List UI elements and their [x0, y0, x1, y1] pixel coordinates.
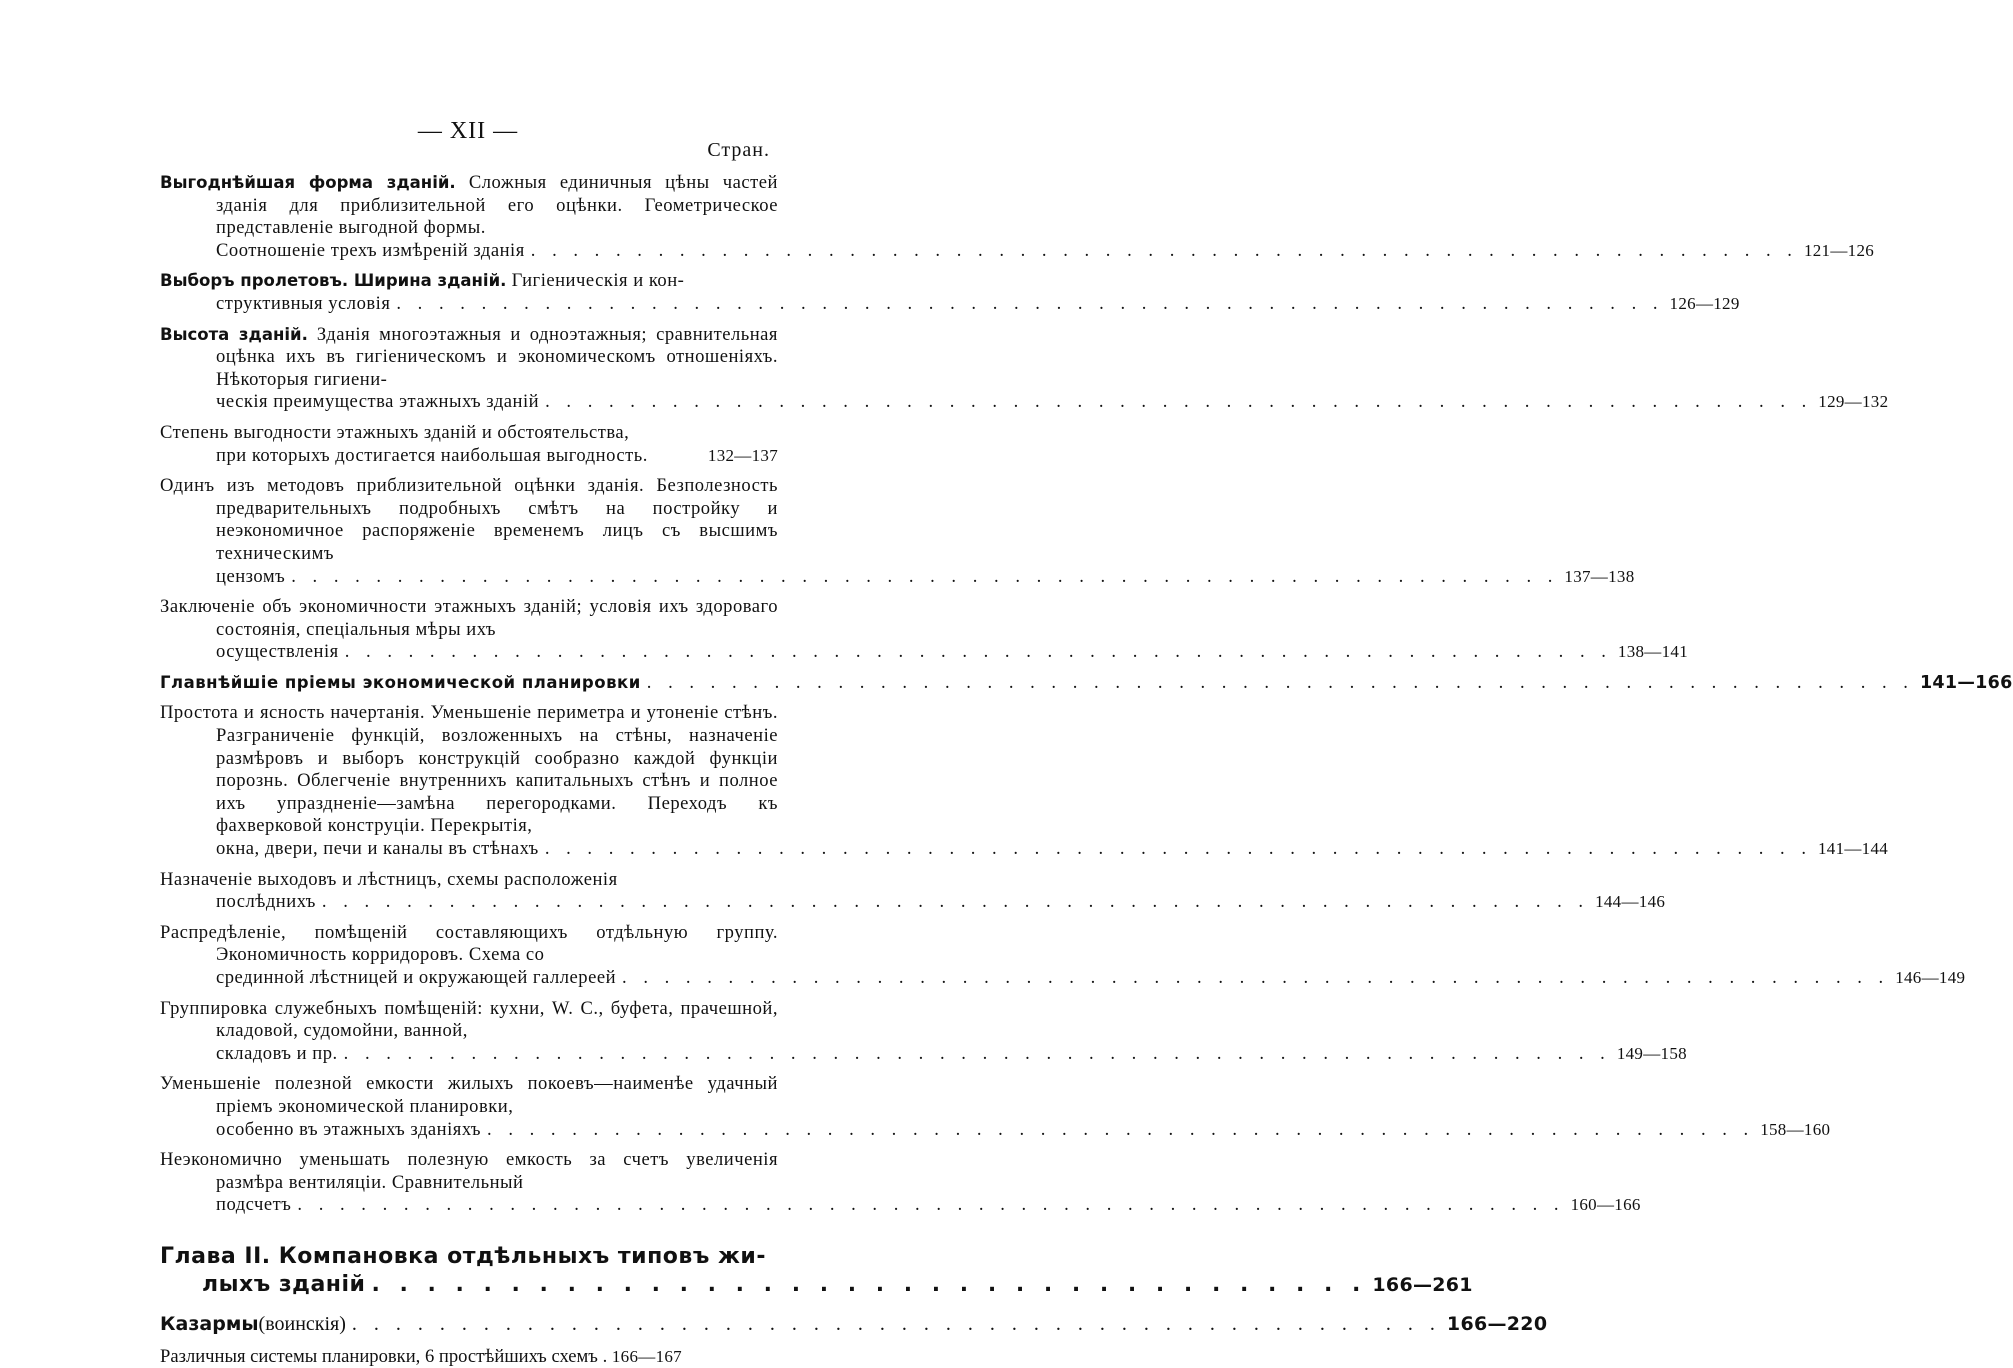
entry-text: Заключеніе объ экономичности этажныхъ зданій; условія ихъ здороваго состоянія, спеціальныя мѣры ихъ	[160, 596, 778, 640]
entry-body	[160, 324, 778, 392]
entry-last-line	[160, 565, 1635, 589]
entry-last-line	[160, 292, 1740, 316]
entry-last-text: структивныя условія	[216, 292, 391, 314]
section-pages: 166—220	[1446, 1312, 1548, 1335]
toc-entry	[160, 921, 1966, 990]
toc-entry	[160, 868, 1666, 914]
entry-pages: 149—158	[1616, 1043, 1687, 1063]
entry-last-line	[160, 1118, 1831, 1142]
entry-last-text: осуществленія	[216, 641, 339, 663]
entry-last-text: Соотношеніе трехъ измѣреній зданія	[216, 239, 525, 261]
toc-entry	[160, 997, 1687, 1066]
leader-dots: . . . . . . . . . . . . . . . . . . . . . . . . . . . . . . . . . . . . . . . . . . . . . . . . . . . . . . . . . . . .	[291, 565, 1559, 587]
section-note: (воинскія)	[258, 1312, 346, 1335]
entry-body	[160, 702, 778, 838]
toc-entries	[160, 172, 2013, 1217]
entry-text: Зданія многоэтажныя и одноэтажныя; сравнительная оцѣнка ихъ въ гигіеническомъ и экономическомъ отношеніяхъ. Нѣкоторыя гигиени-	[216, 323, 778, 390]
entry-text: Различныя системы планировки, 6 простѣйшихъ схемъ	[160, 1345, 598, 1367]
entry-text: Одинъ изъ методовъ приблизительной оцѣнки зданія. Безполезность предварительныхъ подробныхъ смѣтъ на постройку и неэкономичное распоряженіе временемъ лицъ съ высшимъ техническимъ	[160, 475, 778, 564]
entry-pages: 144—146	[1595, 892, 1666, 912]
column-header: Стран.	[707, 139, 770, 161]
entry-pages: 132—137	[707, 445, 778, 465]
entry-last-text: окна, двери, печи и каналы въ стѣнахъ	[216, 838, 539, 860]
chapter-heading	[160, 1243, 1473, 1299]
entry-last-text: цензомъ	[216, 565, 286, 587]
entry-pages: 166—167	[611, 1346, 682, 1366]
section-title: Казармы	[160, 1312, 259, 1335]
entry-text: Распредѣленіе, помѣщеній составляющихъ отдѣльную группу. Экономичность корридоровъ. Схема со	[160, 921, 778, 966]
leader-dots: . . . . . . . . . . . . . . . . . . . . . . . . . . . . . . . . . . . . . . . . . . . . . . . . . . . . . . . . . . . .	[344, 641, 1612, 663]
entry-last-line	[160, 891, 1666, 914]
entry-last-line	[160, 239, 1875, 263]
leader-dots: . . . . . . . . . . . . . . . . . . . . . . . . . . . . . . . . . . . . . . . . . . . . . . . . . . . . . . . . . . . .	[544, 838, 1812, 860]
entry-text: Гигіеническія и кон-	[506, 270, 685, 292]
entry-text: Сложныя единичныя цѣны частей зданія для приблизительной его оцѣнки. Геометрическое представленіе выгодной формы.	[216, 172, 778, 239]
chapter-title-line2	[160, 1271, 1473, 1299]
entry-pages: 146—149	[1895, 968, 1966, 987]
chapter-pages: 166—261	[1372, 1273, 1473, 1296]
entry-last-text: срединной лѣстницей и окружающей галлереей	[216, 967, 617, 988]
leader-dots: . . . . . . . . . . . . . . . . . . . . . . . . . . . . . . . . . . . . . . . . . . . . . . . . . . . . . . . . . . . .	[622, 967, 1890, 988]
entry-last-line	[160, 445, 778, 468]
entry-pages: 158—160	[1760, 1119, 1831, 1139]
entry-heading: Высота зданій.	[160, 324, 308, 344]
toc-entry	[160, 422, 778, 467]
entry-text: Простота и ясность начертанія. Уменьшеніе периметра и утоненіе стѣнъ. Разграниченіе функцій, возложенныхъ на стѣны, назначеніе размѣровъ и выборъ конструкцій сообразно каждой функціи порознь. Облегченіе внутреннихъ капитальныхъ стѣнъ и полное ихъ упраздненіе—замѣна перегородками. Переходъ къ фахверковой конструціи. Перекрытія,	[160, 702, 778, 837]
entry-body	[160, 270, 778, 293]
entry-body	[160, 172, 778, 240]
entry-last-line	[160, 641, 1688, 664]
entry-last-text: подсчетъ	[216, 1194, 292, 1216]
toc-entry	[160, 1149, 1641, 1217]
entry-last-line	[160, 1042, 1687, 1066]
entry-body	[160, 922, 778, 967]
entry-body	[160, 1073, 778, 1118]
leader-dots: . . . . . . . . . . . . . . . . . . . . . . . . . . . . . . . . . . . . . . . . . . . . . . . . . . . . . . . . . . . .	[297, 1194, 1565, 1216]
entry-pages: 129—132	[1818, 392, 1889, 412]
leader-dots: . . . . . . . . . . . . . . . . . . . . . . . . . . . . . . . . . . . . . . . . . . . . . . . . . . . . . . . . . . . .	[343, 1042, 1611, 1064]
entry-last-text: ческія преимущества этажныхъ зданій	[216, 391, 540, 413]
toc-entry	[160, 172, 1875, 262]
entry-last-line	[160, 671, 2013, 695]
toc-entry	[160, 270, 1740, 315]
entry-body	[160, 1149, 778, 1194]
leader-dots: . . . . . . . . . . . . . . . . . . . . . . . . . . . . . . . . . . . . . . . . . . . . . . . . . . . . . . . . . . . .	[321, 891, 1590, 913]
toc-entry	[160, 475, 1635, 588]
page-number: — XII —	[417, 118, 519, 144]
entry-pages: 126—129	[1669, 293, 1740, 313]
entry-last-text: Главнѣйшіе пріемы экономической планировки	[160, 672, 641, 692]
entry-last-text: послѣднихъ	[216, 891, 316, 913]
entry-last-line	[160, 391, 1889, 414]
toc-entry	[160, 671, 2013, 695]
entry-pages: 137—138	[1564, 566, 1635, 586]
toc-entry	[160, 323, 1889, 414]
entry-text: Степень выгодности этажныхъ зданій и обстоятельства,	[160, 421, 630, 443]
entry-text: Неэкономично уменьшать полезную емкость за счетъ увеличенія размѣра вентиляціи. Сравнительный	[160, 1149, 778, 1193]
entry-pages: 138—141	[1617, 642, 1688, 662]
entry-body	[160, 475, 778, 565]
entry-last-text: особенно въ этажныхъ зданіяхъ	[216, 1118, 482, 1140]
entry-text: Назначеніе выходовъ и лѣстницъ, схемы расположенія	[160, 868, 618, 890]
entry-last-line	[160, 967, 1966, 990]
entry-dot: .	[597, 1345, 612, 1367]
entry-body	[160, 422, 778, 445]
entry-text: Уменьшеніе полезной емкости жилыхъ покоевъ—наименѣе удачный пріемъ экономической планировки,	[160, 1073, 778, 1117]
entry-heading: Выборъ пролетовъ. Ширина зданій.	[160, 271, 507, 291]
entry-pages: 141—144	[1817, 839, 1889, 859]
chapter-title-line1: Глава II. Компановка отдѣльныхъ типовъ жи-	[160, 1243, 766, 1269]
leader-dots: . . . . . . . . . . . . . . . . . . . . . . . . . . . . . . . . . . . . . . . . . . . . . . . . . . . . . . . . . . . .	[487, 1118, 1755, 1140]
toc-entry-final	[160, 1346, 778, 1368]
entry-last-line	[160, 1194, 1641, 1217]
chapter-title-text: лыхъ зданій	[202, 1271, 366, 1297]
entry-pages: 121—126	[1803, 240, 1875, 260]
entry-body	[160, 869, 778, 892]
entry-pages: 141—166	[1919, 672, 2013, 693]
toc-entry	[160, 596, 1688, 664]
leader-dots: . . . . . . . . . . . . . . . . . . . . . . . . . . . . . . . . . . . . . . . . . . . . . . . . . .	[351, 1312, 1441, 1335]
entry-last-text: складовъ и пр.	[216, 1042, 338, 1064]
entry-body	[160, 596, 778, 641]
leader-dots: . . . . . . . . . . . . . . . . . . . . . . . . . . . . . . . . . . . . . . . . . . . . . . . . . . . . . . . . . . . .	[396, 292, 1664, 314]
entry-pages: 160—166	[1570, 1195, 1641, 1215]
entry-last-text: при которыхъ достигается наибольшая выгодность.	[216, 444, 648, 466]
table-of-contents	[160, 172, 2013, 1368]
entry-body	[160, 998, 778, 1043]
toc-entry	[160, 1073, 1831, 1141]
leader-dots: . . . . . . . . . . . . . . . . . . . . . . . . . . . . . . . . . . . . . . . . . . . . . . . . . . . . . . . . . . . .	[646, 671, 1914, 693]
toc-entry	[160, 702, 1889, 860]
leader-dots: . . . . . . . . . . . . . . . . . . . . . . . . . . . . . . . . . . . . . . . . . . . . . . . . . . . . . . . . . . . .	[545, 391, 1813, 413]
entry-heading: Выгоднѣйшая форма зданій.	[160, 173, 456, 192]
leader-dots: . . . . . . . . . . . . . . . . . . . . . . . . . . . . . . . . . . . . . . . . . . . . . . . . . . . . . . . . . . . .	[530, 239, 1798, 261]
entry-text: Группировка служебныхъ помѣщеній: кухни, W. C., буфета, прачешной, кладовой, судомойни, ванной,	[160, 997, 778, 1042]
leader-dots: . . . . . . . . . . . . . . . . . . . . . . . . . . . . . . . . . . . .	[371, 1271, 1367, 1297]
section-barracks	[160, 1312, 1548, 1336]
entry-last-line	[160, 838, 1889, 861]
